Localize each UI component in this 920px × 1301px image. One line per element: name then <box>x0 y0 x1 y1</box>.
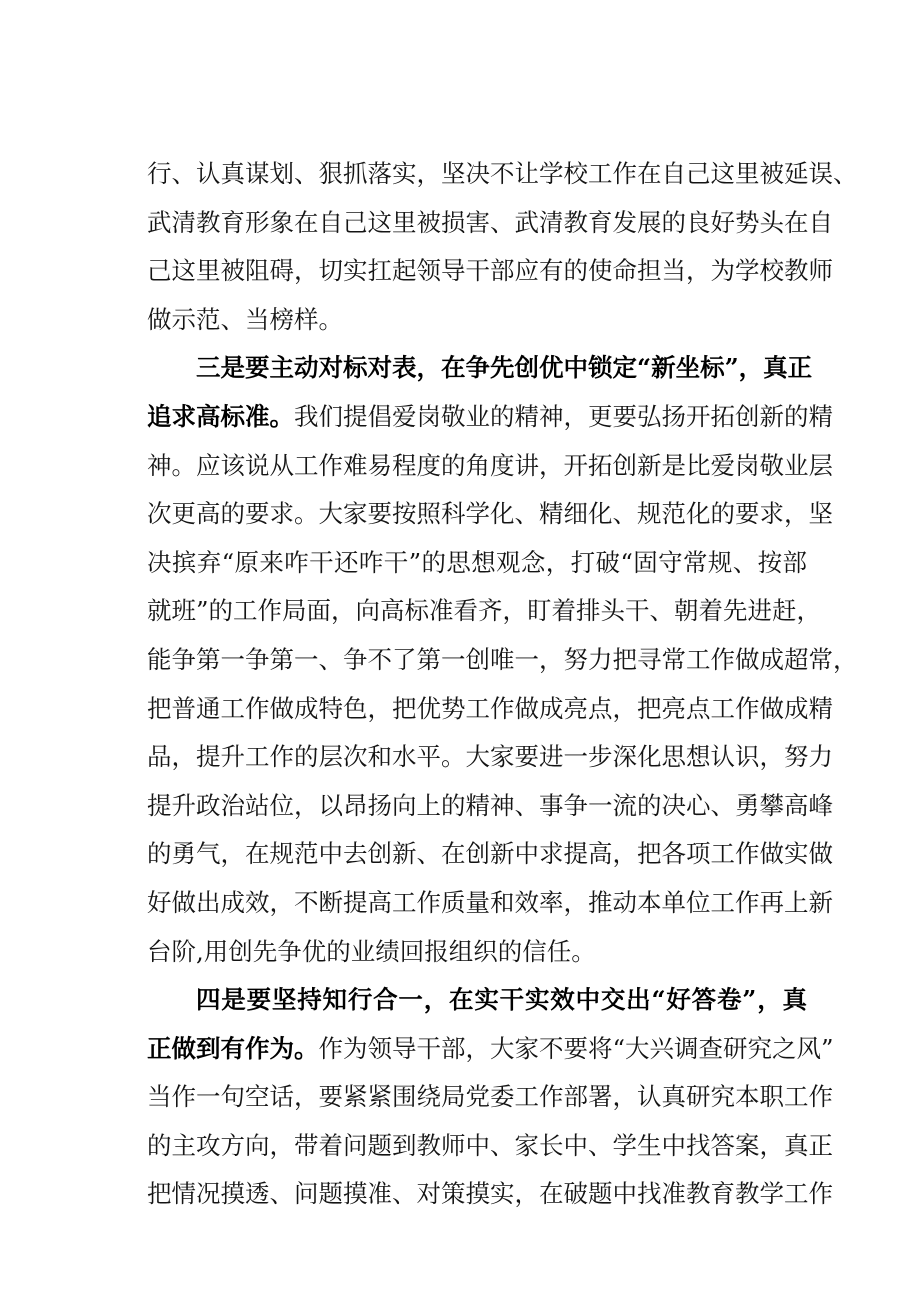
paragraph-3-line-2 <box>147 1031 834 1080</box>
paragraph-2-heading-part-2: 追求高标准。 <box>147 401 294 431</box>
paragraph-3-line-4: 的主攻方向，带着问题到教师中、家长中、学生中找答案，真正 <box>147 1130 833 1160</box>
paragraph-2-line-5: 决摈弃“原来咋干还咋干”的思想观念，打破“固守常规、按部 <box>147 547 807 577</box>
paragraph-1-line-3: 己这里被阻碍，切实扛起领导干部应有的使命担当，为学校教师 <box>147 256 833 286</box>
paragraph-2-line-7: 能争第一争第一、争不了第一创唯一，努力把寻常工作做成超常， <box>147 644 858 674</box>
paragraph-2-line-8: 把普通工作做成特色，把优势工作做成亮点，把亮点工作做成精 <box>147 693 833 723</box>
paragraph-2-heading-part-1: 三是要主动对标对表，在争先创优中锁定“新坐标”，真正 <box>196 353 813 383</box>
paragraph-2-line-3: 神。应该说从工作难易程度的角度讲，开拓创新是比爱岗敬业层 <box>147 450 833 480</box>
paragraph-2-line-6: 就班”的工作局面，向高标准看齐，盯着排头干、朝着先进赶， <box>147 596 822 626</box>
paragraph-3-heading-part-2: 正做到有作为。 <box>147 1033 319 1063</box>
paragraph-2-line-2-text: 我们提倡爱岗敬业的精神，更要弘扬开拓创新的精 <box>294 401 833 431</box>
paragraph-3-heading-line <box>147 982 807 1031</box>
paragraph-2-line-2 <box>147 399 833 448</box>
paragraph-2-heading-line <box>147 350 813 399</box>
paragraph-1-line-4: 做示范、当榜样。 <box>147 304 343 334</box>
paragraph-2-line-12: 好做出成效，不断提高工作质量和效率，推动本单位工作再上新 <box>147 887 833 917</box>
paragraph-2-line-13: 台阶,用创先争优的业绩回报组织的信任。 <box>147 936 596 966</box>
paragraph-1-line-1: 行、认真谋划、狠抓落实，坚决不让学校工作在自己这里被延误、 <box>147 159 858 188</box>
paragraph-3-heading-part-1: 四是要坚持知行合一，在实干实效中交出“好答卷”，真 <box>196 985 807 1015</box>
paragraph-2-line-4: 次更高的要求。大家要按照科学化、精细化、规范化的要求，坚 <box>147 499 833 529</box>
document-page <box>147 156 858 1225</box>
paragraph-2-line-9: 品，提升工作的层次和水平。大家要进一步深化思想认识，努力 <box>147 742 833 772</box>
paragraph-2-line-10: 提升政治站位，以昂扬向上的精神、事争一流的决心、勇攀高峰 <box>147 790 833 820</box>
paragraph-3-line-2-text: 作为领导干部，大家不要将“大兴调查研究之风” <box>318 1033 834 1063</box>
paragraph-2-line-11: 的勇气，在规范中去创新、在创新中求提高，把各项工作做实做 <box>147 839 833 869</box>
paragraph-3-line-3: 当作一句空话，要紧紧围绕局党委工作部署，认真研究本职工作 <box>147 1082 833 1112</box>
paragraph-3-line-5: 把情况摸透、问题摸准、对策摸实，在破题中找准教育教学工作 <box>147 1179 833 1209</box>
paragraph-1-line-2: 武清教育形象在自己这里被损害、武清教育发展的良好势头在自 <box>147 207 833 237</box>
